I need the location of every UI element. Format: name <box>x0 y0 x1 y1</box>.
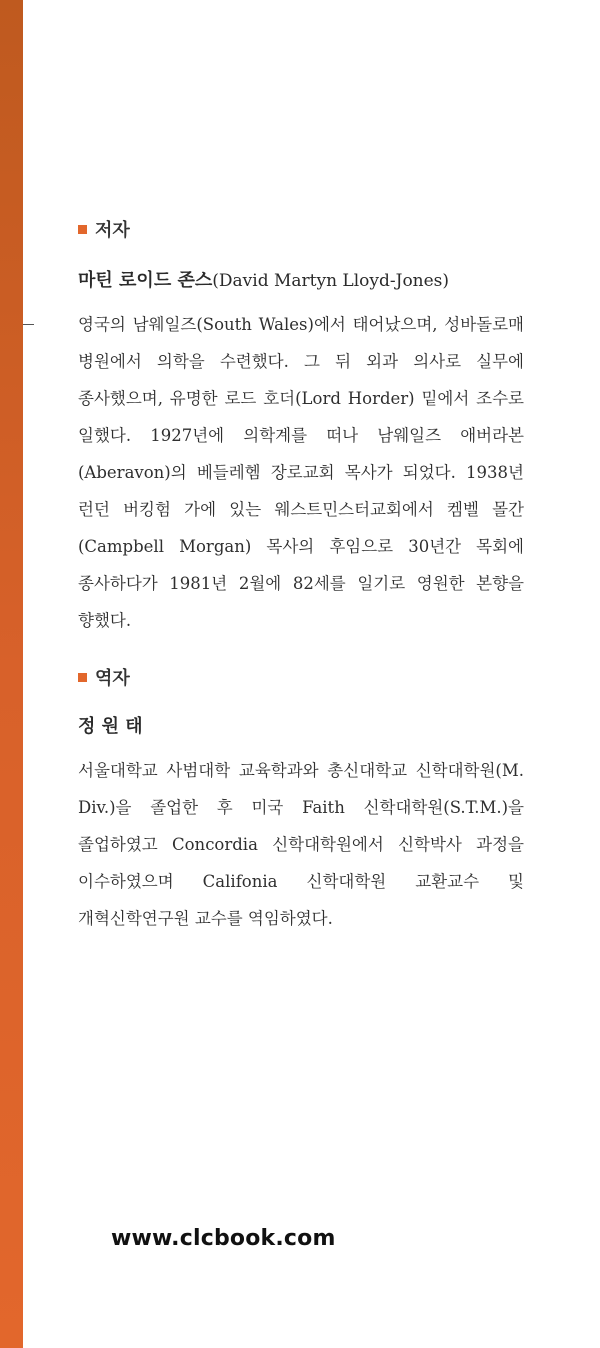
website-url[interactable]: www.clcbook.com <box>111 1226 336 1251</box>
author-heading-label: 저자 <box>95 220 130 241</box>
author-biography: 영국의 남웨일즈(South Wales)에서 태어났으며, 성바돌로매 병원에서 의학을 수련했다. 그 뒤 외과 의사로 실무에 종사했으며, 유명한 로드 호더(Lord Horder) 밑에서 조수로 일했다. 1927년에 의학계를 떠나 남웨일즈 애버라본(Aberavon)의 베들레헴 장로교회 목사가 되었다. 1938년 런던 버킹험 가에 있는 웨스트민스터교회에서 켐벨 몰간(Campbell Morgan) 목사의 후임으로 30년간 목회에 종사하다가 1981년 2월에 82세를 일기로 영원한 본향을 향했다. <box>78 315 524 630</box>
square-bullet-icon <box>78 225 87 234</box>
translator-name-korean: 정 원 태 <box>78 716 143 737</box>
translator-name <box>78 712 143 738</box>
translator-heading-label: 역자 <box>95 668 130 689</box>
author-name-english: (David Martyn Lloyd-Jones) <box>212 271 450 291</box>
fold-mark <box>23 324 34 325</box>
square-bullet-icon <box>78 673 87 682</box>
translator-section-heading <box>78 664 130 690</box>
translator-biography: 서울대학교 사범대학 교육학과와 총신대학교 신학대학원(M. Div.)을 졸업한 후 미국 Faith 신학대학원(S.T.M.)을 졸업하였고 Concordia 신학대학원에서 신학박사 과정을 이수하였으며 Califonia 신학대학원 교환교수 및 개혁신학연구원 교수를 역임하였다. <box>78 761 524 928</box>
author-name <box>78 266 449 292</box>
author-section-heading <box>78 216 130 242</box>
cover-spine-band <box>0 0 23 1348</box>
author-name-korean: 마틴 로이드 존스 <box>78 270 213 291</box>
